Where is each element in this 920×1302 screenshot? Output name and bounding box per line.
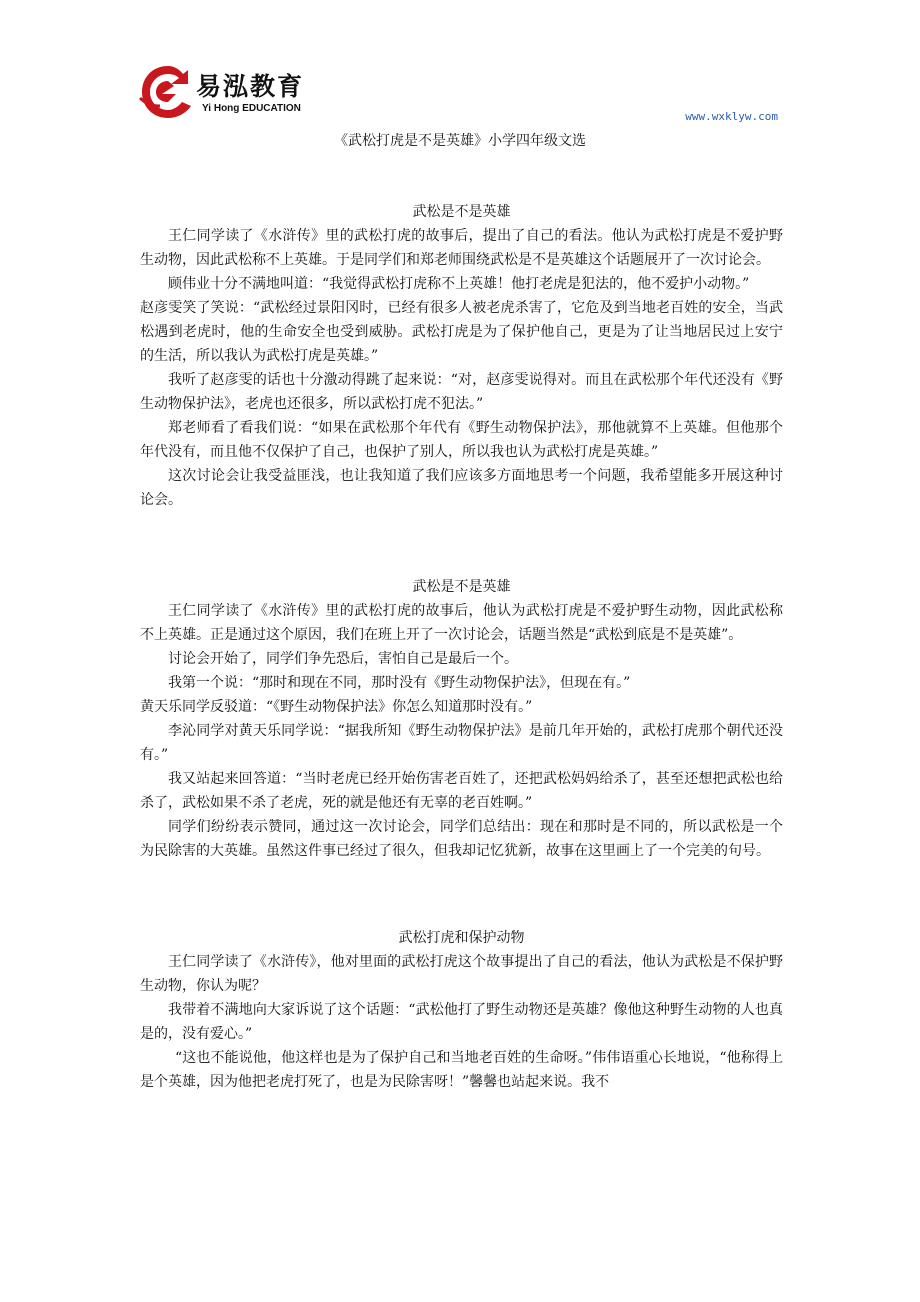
paragraph: 顾伟业十分不满地叫道：“我觉得武松打虎称不上英雄！他打老虎是犯法的，他不爱护小动物。” [168, 276, 750, 292]
section-title: 武松打虎和保护动物 [398, 930, 525, 946]
document-body [140, 200, 783, 1094]
yihong-logo-icon [138, 62, 198, 122]
brand [196, 72, 304, 116]
paragraph: 我第一个说：“那时和现在不同，那时没有《野生动物保护法》，但现在有。” [168, 675, 631, 691]
brand-cn: 易泓教育 [196, 72, 305, 101]
brand-en: Yi Hong EDUCATION [202, 103, 301, 114]
paragraph: 赵彦雯笑了笑说：“武松经过景阳冈时，已经有很多人被老虎杀害了，它危及到当地老百姓的安全，当武松遇到老虎时，他的生命安全也受到威胁。武松打虎是为了保护他自己，更是为了让当地居民过上安宁的生活，所以我认为武松打虎是英雄。” [140, 300, 783, 364]
header [138, 62, 788, 132]
section-title: 武松是不是英雄 [412, 204, 511, 220]
paragraph: 我听了赵彦雯的话也十分激动得跳了起来说：“对，赵彦雯说得对。而且在武松那个年代还没有《野生动物保护法》，老虎也还很多，所以武松打虎不犯法。” [140, 372, 783, 412]
paragraph: 我又站起来回答道：“当时老虎已经开始伤害老百姓了，还把武松妈妈给杀了，甚至还想把武松也给杀了，武松如果不杀了老虎，死的就是他还有无辜的老百姓啊。” [140, 771, 783, 811]
paragraph: 同学们纷纷表示赞同，通过这一次讨论会，同学们总结出：现在和那时是不同的，所以武松是一个为民除害的大英雄。虽然这件事已经过了很久，但我却记忆犹新，故事在这里画上了一个完美的句号。 [140, 819, 783, 859]
paragraph: 王仁同学读了《水浒传》里的武松打虎的故事后，提出了自己的看法。他认为武松打虎是不爱护野生动物，因此武松称不上英雄。于是同学们和郑老师围绕武松是不是英雄这个话题展开了一次讨论会。 [140, 228, 783, 268]
paragraph: “这也不能说他，他这样也是为了保护自己和当地老百姓的生命呀。”伟伟语重心长地说，“他称得上是个英雄，因为他把老虎打死了，也是为民除害呀！”馨馨也站起来说。我不 [140, 1050, 783, 1090]
paragraph: 王仁同学读了《水浒传》里的武松打虎的故事后，他认为武松打虎是不爱护野生动物，因此武松称不上英雄。正是通过这个原因，我们在班上开了一次讨论会，话题当然是“武松到底是不是英雄”。 [140, 603, 783, 643]
document-title: 《武松打虎是不是英雄》小学四年级文选 [334, 133, 586, 149]
section-spacer [140, 863, 783, 926]
paragraph: 李沁同学对黄天乐同学说：“据我所知《野生动物保护法》是前几年开始的，武松打虎那个朝代还没有。” [140, 723, 783, 763]
section-title: 武松是不是英雄 [412, 579, 511, 595]
section-spacer [140, 512, 783, 575]
paragraph: 黄天乐同学反驳道：“《野生动物保护法》你怎么知道那时没有。” [140, 699, 533, 715]
paragraph: 这次讨论会让我受益匪浅，也让我知道了我们应该多方面地思考一个问题，我希望能多开展这种讨论会。 [140, 468, 783, 508]
paragraph: 我带着不满地向大家诉说了这个话题：“武松他打了野生动物还是英雄？像他这种野生动物的人也真是的，没有爱心。” [140, 1002, 783, 1042]
site-url-link[interactable]: www.wxklyw.com [685, 110, 778, 123]
paragraph: 王仁同学读了《水浒传》，他对里面的武松打虎这个故事提出了自己的看法，他认为武松是不保护野生动物，你认为呢？ [140, 954, 783, 994]
paragraph: 郑老师看了看我们说：“如果在武松那个年代有《野生动物保护法》，那他就算不上英雄。但他那个年代没有，而且他不仅保护了自己，也保护了别人，所以我也认为武松打虎是英雄。” [140, 420, 783, 460]
paragraph: 讨论会开始了，同学们争先恐后，害怕自己是最后一个。 [168, 651, 518, 667]
